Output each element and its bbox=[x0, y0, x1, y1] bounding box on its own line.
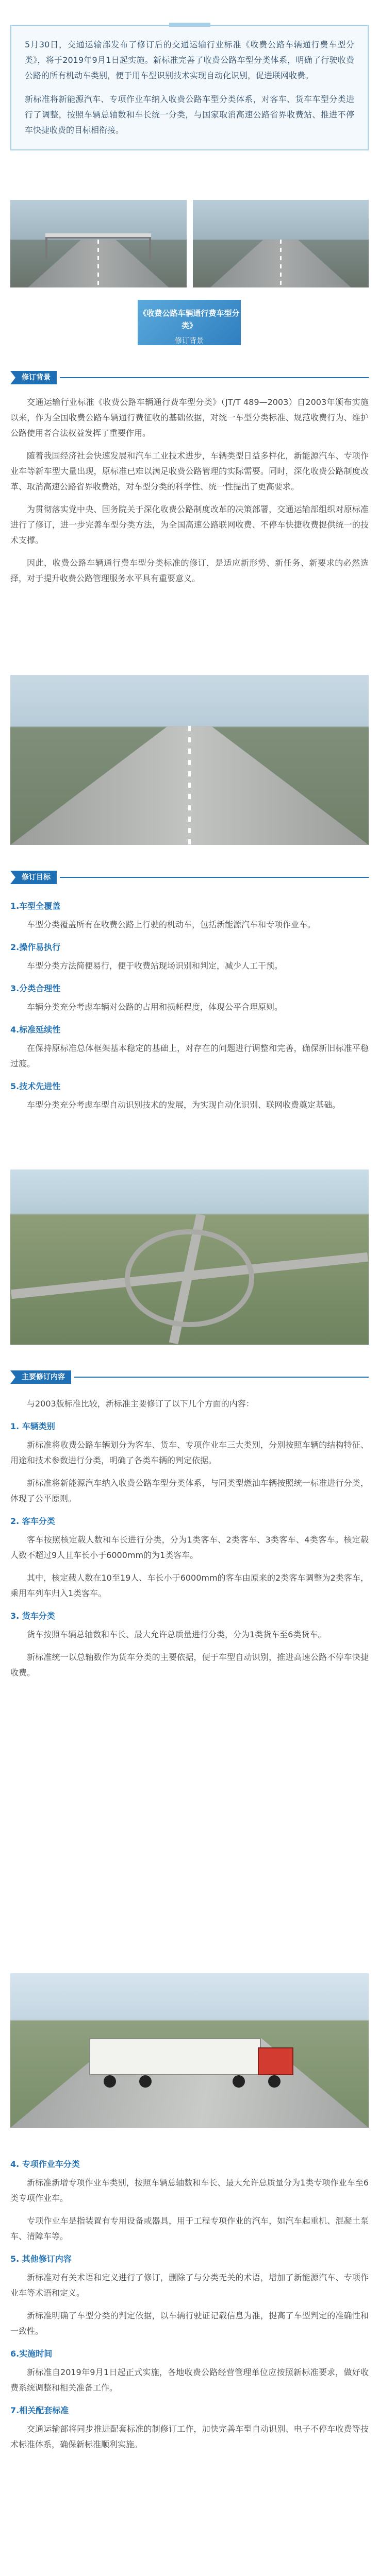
truck-highway-photo bbox=[10, 1973, 369, 2128]
paragraph: 因此，收费公路车辆通行费车型分类标准的修订，是适应新形势、新任务、新要求的必然选择，对于提升收费公路管理服务水平具有重要意义。 bbox=[10, 558, 369, 583]
goal-heading: 1.车型全覆盖 bbox=[10, 901, 61, 911]
paragraph: 车型分类覆盖所有在收费公路上行驶的机动车，包括新能源汽车和专项作业车。 bbox=[27, 920, 316, 929]
content-heading: 7.相关配套标准 bbox=[10, 2405, 69, 2415]
content-text-part1 bbox=[10, 1396, 369, 1688]
content-heading: 6.实施时间 bbox=[10, 2349, 53, 2359]
content-heading: 4. 专项作业车分类 bbox=[10, 2159, 80, 2169]
interchange-aerial-photo bbox=[10, 1170, 369, 1345]
paragraph: 其中，核定载人数在10至19人、车长小于6000mm的客车由原来的2类客车调整为2类客车，乘用车列车归入1类客车。 bbox=[10, 1573, 369, 1598]
paragraph: 新标准将收费公路车辆划分为客车、货车、专项作业车三大类别，分别按照车辆的结构特征、用途和技术参数进行分类，明确了各类车辆的判定依据。 bbox=[10, 1440, 369, 1465]
paragraph: 新标准新增专项作业车类别，按照车辆总轴数和车长、最大允许总质量分为1类专项作业车至6类专项作业车。 bbox=[10, 2178, 369, 2203]
paragraph: 交通运输行业标准《收费公路车辆通行费车型分类》（JT/T 489—2003）自2003年颁布实施以来，作为全国收费公路车辆通行费征收的基础依据，对统一车型分类标准、规范收费行为、维护公路使用者合法权益发挥了重要作用。 bbox=[10, 397, 369, 438]
highway-photo bbox=[193, 200, 369, 287]
goals-text bbox=[10, 895, 369, 1120]
goal-heading: 2.操作易执行 bbox=[10, 942, 61, 952]
paragraph: 新标准统一以总轴数作为货车分类的主要依据，便于车型自动识别，推进高速公路不停车快捷收费。 bbox=[10, 1652, 369, 1677]
content-text-part2 bbox=[10, 2154, 369, 2460]
paragraph: 交通运输部将同步推进配套标准的制修订工作，加快完善车型自动识别、电子不停车收费等技术标准体系，确保新标准顺利实施。 bbox=[10, 2424, 369, 2449]
plaque-subtitle: 修订背景 bbox=[175, 337, 204, 345]
section-label: 修订目标 bbox=[15, 871, 57, 884]
goal-heading: 4.标准延续性 bbox=[10, 1025, 61, 1035]
paragraph: 与2003版标准比较，新标准主要修订了以下几个方面的内容： bbox=[27, 1399, 254, 1409]
content-heading: 2. 客车分类 bbox=[10, 1516, 55, 1526]
paragraph: 专项作业车是指装置有专用设备或器具，用于工程专项作业的汽车，如汽车起重机、混凝土泵车、清障车等。 bbox=[10, 2216, 369, 2241]
background-text bbox=[10, 395, 369, 594]
paragraph: 新标准对有关术语和定义进行了修订，删除了与分类无关的术语，增加了新能源汽车、专项作业车等术语和定义。 bbox=[10, 2273, 369, 2298]
paragraph: 车型分类充分考虑车型自动识别技术的发展，为实现自动化识别、联网收费奠定基础。 bbox=[27, 1100, 341, 1110]
goal-heading: 5.技术先进性 bbox=[10, 1081, 61, 1091]
intro-tab-decoration bbox=[169, 23, 210, 27]
paragraph: 随着我国经济社会快速发展和汽车工业技术进步，车辆类型日益多样化，新能源汽车、专项作业车等新车型大量出现，原标准已难以满足收费公路管理的实际需要。同时，深化收费公路制度改革、取消高速公路省界收费站，对车型分类的科学性、统一性提出了更高要求。 bbox=[10, 451, 369, 492]
paragraph: 新标准自2019年9月1日起正式实施，各地收费公路经营管理单位应按照新标准要求，做好收费系统调整和相关准备工作。 bbox=[10, 2367, 369, 2393]
section-header-background bbox=[10, 371, 369, 384]
toll-gantry-photo bbox=[10, 200, 187, 287]
intro-paragraph: 5月30日，交通运输部发布了修订后的交通运输行业标准《收费公路车辆通行费车型分类》，将于2019年9月1日起实施。新标准完善了收费公路车型分类体系，明确了行驶收费公路的所有机动车类别，便于用车型识别技术实现自动化识别，促进联网收费。 bbox=[25, 40, 354, 80]
paragraph: 客车按照核定载人数和车长进行分类，分为1类客车、2类客车、3类客车、4类客车。核定载人数不超过9人且车长小于6000mm的为1类客车。 bbox=[10, 1535, 369, 1560]
intro-paragraph: 新标准将新能源汽车、专项作业车纳入收费公路车型分类体系，对客车、货车车型分类进行了调整，按照车辆总轴数和车长统一分类，与国家取消高速公路省界收费站、推进不停车快捷收费的目标相衔接。 bbox=[25, 94, 354, 135]
plaque-title: 《收费公路车辆通行费车型分类》 bbox=[139, 309, 240, 330]
paragraph: 新标准将新能源汽车纳入收费公路车型分类体系，与同类型燃油车辆按照统一标准进行分类，体现了公平原则。 bbox=[10, 1478, 369, 1503]
paragraph: 为贯彻落实党中央、国务院关于深化收费公路制度改革的决策部署，交通运输部组织对原标准进行了修订，进一步完善车型分类方法，为全国高速公路联网收费、不停车快捷收费提供统一的技术支撑。 bbox=[10, 504, 369, 545]
paragraph: 车型分类方法简便易行，便于收费站现场识别和判定，减少人工干预。 bbox=[27, 961, 283, 971]
top-photo-row bbox=[10, 200, 369, 287]
content-heading: 5. 其他修订内容 bbox=[10, 2254, 72, 2264]
intro-box bbox=[10, 25, 369, 150]
intro-panel bbox=[10, 25, 369, 150]
section-header-goals bbox=[10, 871, 369, 884]
paragraph: 新标准明确了车型分类的判定依据，以车辆行驶证记载信息为准，提高了车型判定的准确性和一致性。 bbox=[10, 2311, 369, 2336]
paragraph: 车辆分类充分考虑车辆对公路的占用和损耗程度，体现公平合理原则。 bbox=[27, 1002, 283, 1012]
goal-heading: 3.分类合理性 bbox=[10, 984, 61, 993]
section-header-content bbox=[10, 1370, 369, 1384]
content-heading: 1. 车辆类别 bbox=[10, 1421, 55, 1431]
section-label: 主要修订内容 bbox=[15, 1370, 71, 1384]
paragraph: 在保持原标准总体框架基本稳定的基础上，对存在的问题进行调整和完善，确保新旧标准平稳过渡。 bbox=[10, 1043, 369, 1069]
paragraph: 货车按照车辆总轴数和车长、最大允许总质量进行分类，分为1类货车至6类货车。 bbox=[27, 1630, 326, 1639]
highway-aerial-photo bbox=[10, 675, 369, 845]
section-label: 修订背景 bbox=[15, 371, 57, 384]
content-heading: 3. 货车分类 bbox=[10, 1611, 55, 1621]
document-title-plaque bbox=[138, 300, 241, 345]
